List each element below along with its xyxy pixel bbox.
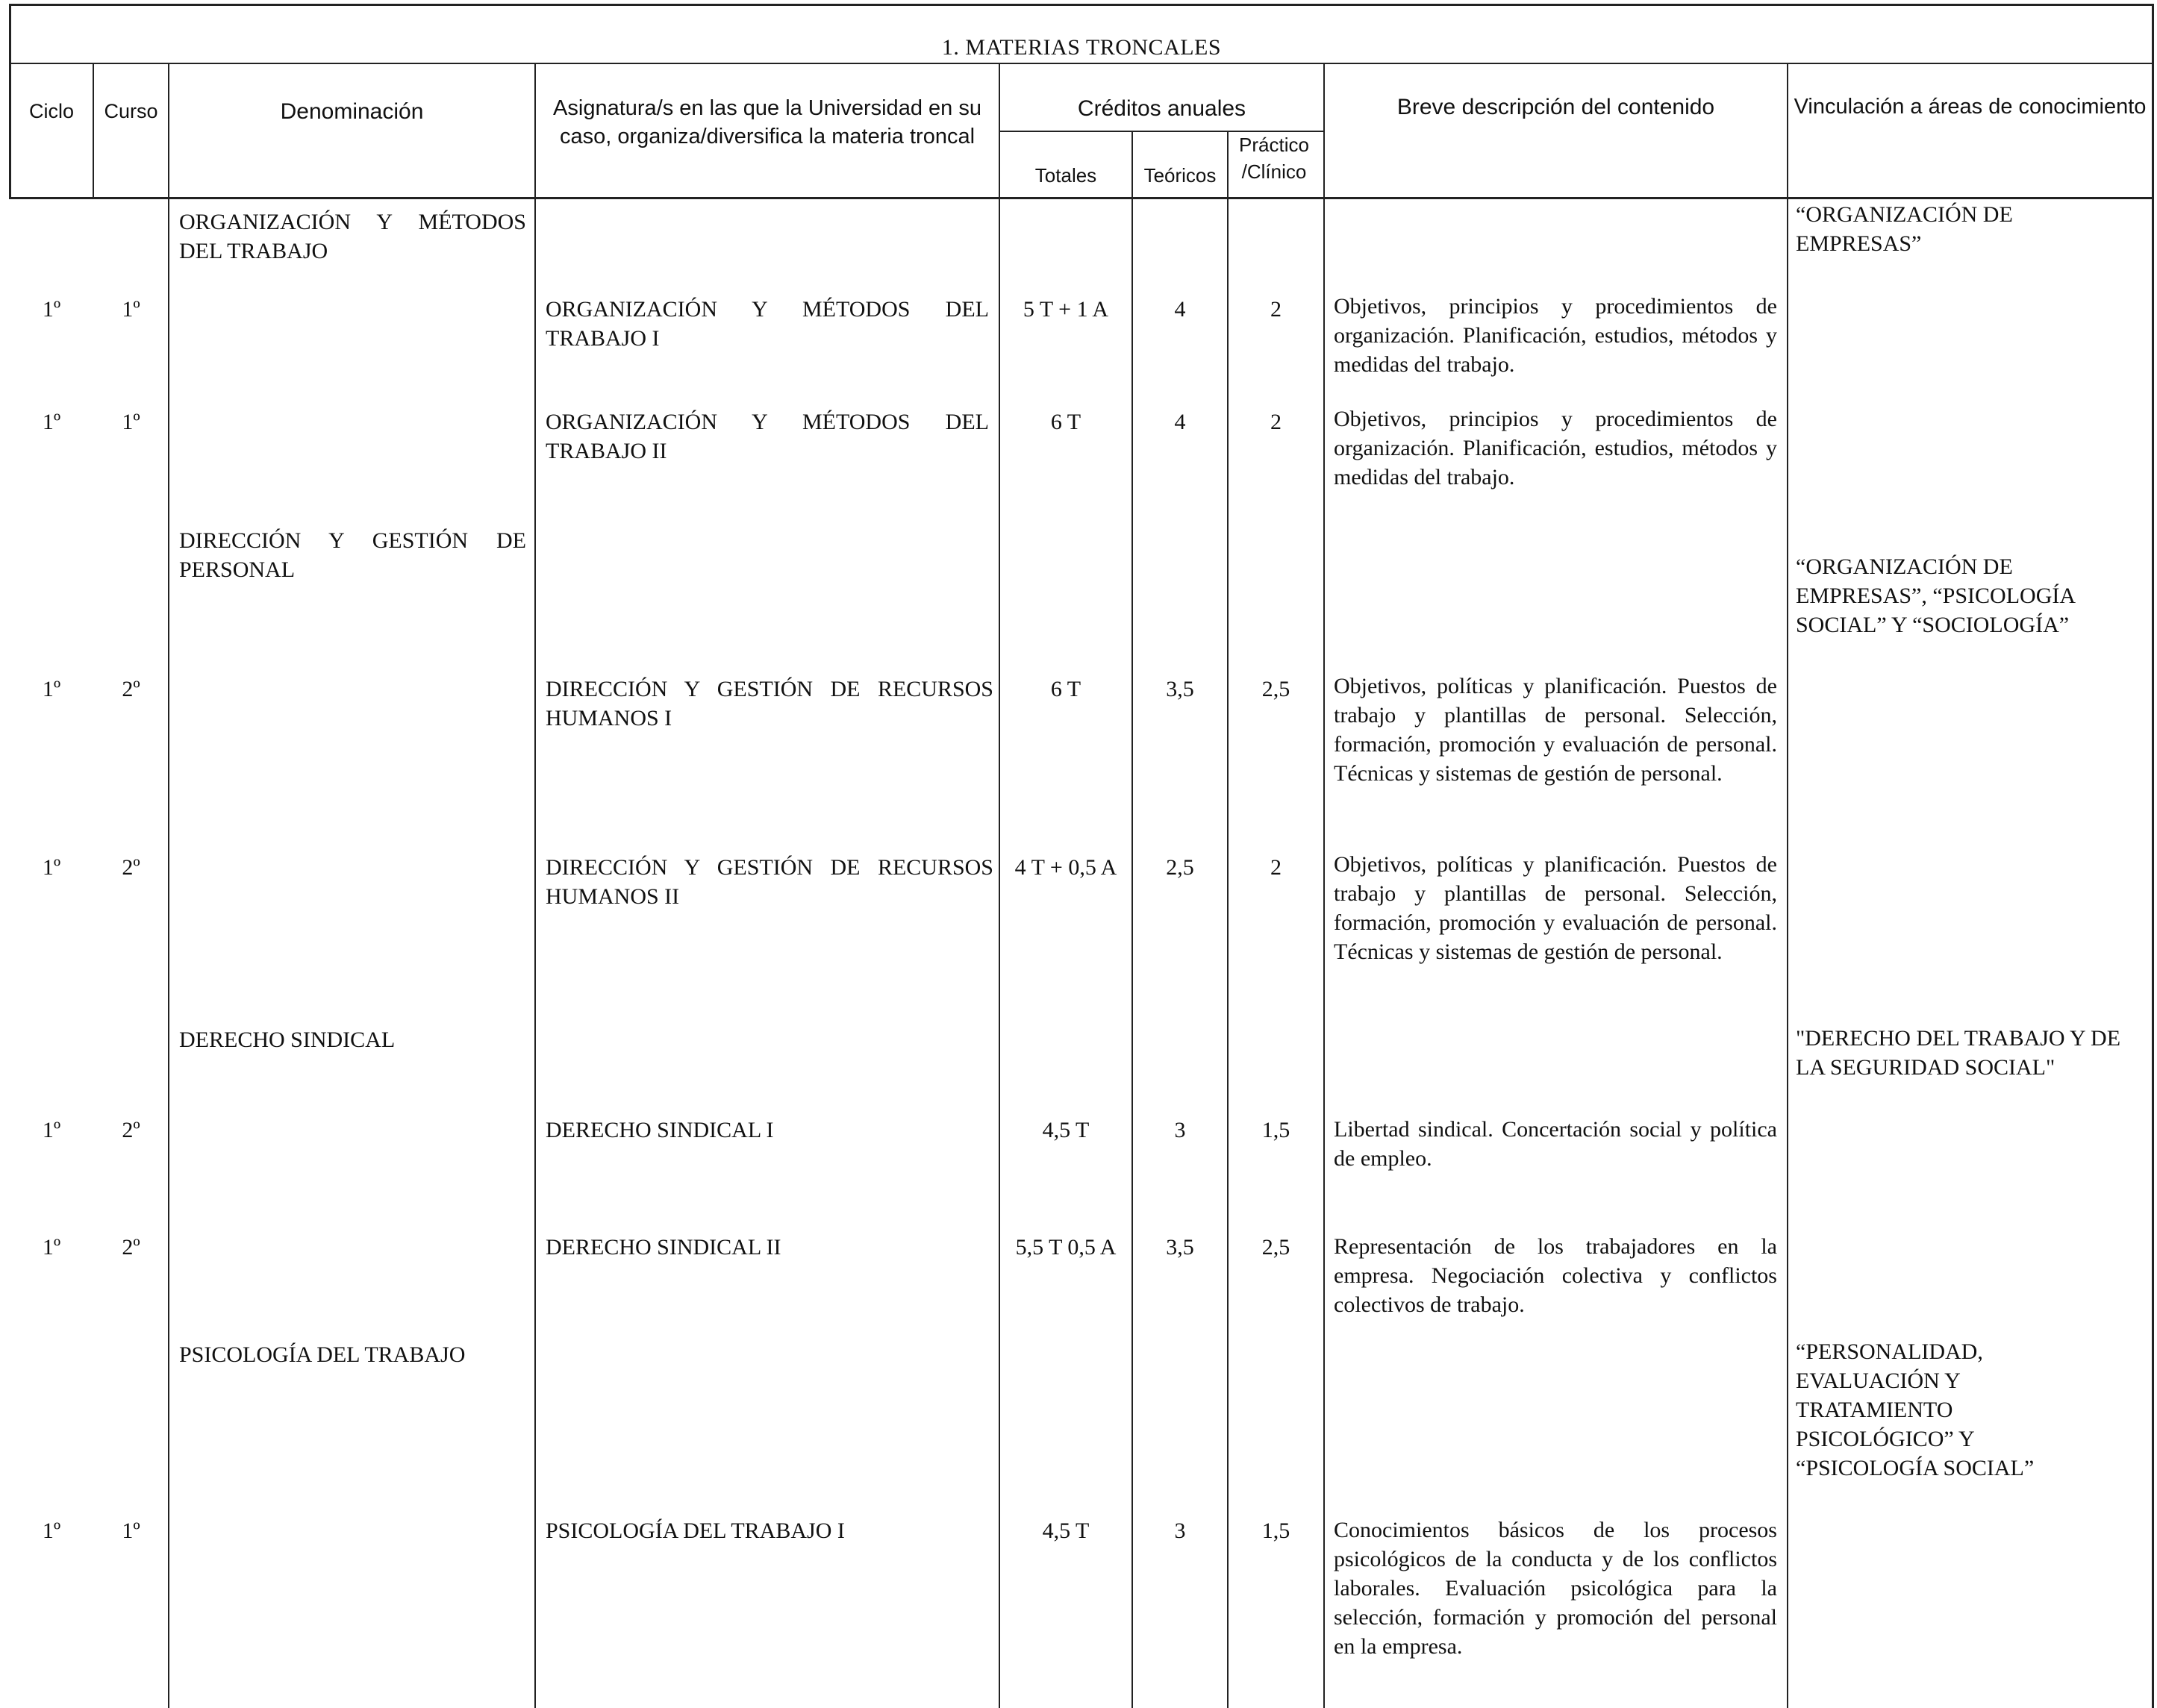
table-border-top [9,4,2154,6]
col-divider-denominacion [534,63,536,1708]
header-teoricos: Teóricos [1143,164,1217,187]
table-title: 1. MATERIAS TRONCALES [941,35,1222,60]
cell-totales: 6 T [1050,410,1081,434]
cell-teoricos: 2,5 [1166,855,1194,880]
col-divider-totales [1131,131,1133,1708]
header-curso: Curso [104,100,158,122]
cell-descripcion: Libertad sindical. Concertación social y política de empleo. [1334,1117,1777,1171]
materia-vinculacion: "DERECHO DEL TRABAJO Y DE LA SEGURIDAD SOCIAL" [1796,1026,2121,1080]
cell-totales: 5 T + 1 A [1023,297,1109,322]
cell-asignatura: DIRECCIÓN Y GESTIÓN DE RECURSOS HUMANOS II [546,855,993,909]
cell-totales: 4,5 T [1042,1518,1090,1543]
cell-curso: 1º [122,297,140,322]
cell-ciclo: 1º [42,677,61,701]
materia-vinculacion: “ORGANIZACIÓN DE EMPRESAS”, “PSICOLOGÍA SOCIAL” Y “SOCIOLOGÍA” [1796,554,2075,637]
materia-denominacion: ORGANIZACIÓN Y MÉTODOS DEL TRABAJO [179,210,526,263]
title-divider [9,63,2154,64]
cell-curso: 1º [122,410,140,434]
cell-teoricos: 3,5 [1166,1235,1194,1260]
cell-descripcion: Objetivos, principios y procedimientos de organización. Planificación, estudios, métodos y medidas del trabajo. [1334,294,1777,377]
cell-ciclo: 1º [42,1235,61,1260]
materia-denominacion: DIRECCIÓN Y GESTIÓN DE PERSONAL [179,528,526,582]
header-descripcion: Breve descripción del contenido [1396,95,1715,119]
cell-practicos: 1,5 [1261,1518,1290,1543]
cell-teoricos: 3 [1174,1118,1186,1142]
col-divider-descripcion [1787,63,1788,1708]
cell-asignatura: ORGANIZACIÓN Y MÉTODOS DEL TRABAJO I [546,297,989,351]
header-bottom-border [9,197,2154,199]
cell-descripcion: Objetivos, políticas y planificación. Puestos de trabajo y plantillas de personal. Selección, formación, promoción y evaluación de personal. Técnicas y sistemas de gestión de personal. [1334,674,1777,786]
cell-totales: 4 T + 0,5 A [1014,855,1117,880]
cell-asignatura: DERECHO SINDICAL II [546,1235,781,1260]
header-asignatura: Asignatura/s en las que la Universidad en su caso, organiza/diversifica la materia troncal [553,96,981,148]
cell-descripcion: Representación de los trabajadores en la empresa. Negociación colectiva y conflictos colectivos de trabajo. [1334,1234,1777,1317]
header-ciclo: Ciclo [28,100,74,122]
cell-descripcion: Objetivos, políticas y planificación. Puestos de trabajo y plantillas de personal. Selección, formación, promoción y evaluación de personal. Técnicas y sistemas de gestión de personal. [1334,852,1777,964]
header-vinculacion: Vinculación a áreas de conocimiento [1794,95,2147,119]
cell-teoricos: 4 [1174,297,1186,322]
materia-denominacion: PSICOLOGÍA DEL TRABAJO [179,1342,466,1367]
table-border-right [2152,4,2154,1708]
cell-descripcion: Conocimientos básicos de los procesos psicológicos de la conducta y de los conflictos laborales. Evaluación psicológica para la selección, formación y promoción del personal en la empresa. [1334,1518,1777,1659]
cell-teoricos: 3,5 [1166,677,1194,701]
col-divider-curso [168,63,169,1708]
cell-totales: 6 T [1050,677,1081,701]
cell-ciclo: 1º [42,410,61,434]
col-divider-creditos [1323,63,1325,1708]
cell-totales: 4,5 T [1042,1118,1090,1142]
cell-teoricos: 4 [1174,410,1186,434]
cell-practicos: 2 [1270,297,1282,322]
header-totales: Totales [1034,164,1097,187]
materia-vinculacion: “PERSONALIDAD, EVALUACIÓN Y TRATAMIENTO PSICOLÓGICO” Y “PSICOLOGÍA SOCIAL” [1796,1339,2035,1480]
cell-practicos: 2 [1270,855,1282,880]
col-divider-ciclo [93,63,94,199]
cell-curso: 2º [122,855,140,880]
cell-curso: 1º [122,1518,140,1543]
cell-curso: 2º [122,677,140,701]
materia-denominacion: DERECHO SINDICAL [179,1027,396,1052]
cell-asignatura: ORGANIZACIÓN Y MÉTODOS DEL TRABAJO II [546,410,989,463]
cell-curso: 2º [122,1118,140,1142]
cell-curso: 2º [122,1235,140,1260]
header-denominacion: Denominación [280,99,424,124]
cell-practicos: 2,5 [1261,677,1290,701]
cell-practicos: 1,5 [1261,1118,1290,1142]
cell-ciclo: 1º [42,1518,61,1543]
cell-practicos: 2 [1270,410,1282,434]
cell-asignatura: DIRECCIÓN Y GESTIÓN DE RECURSOS HUMANOS I [546,677,993,731]
cell-ciclo: 1º [42,855,61,880]
cell-ciclo: 1º [42,1118,61,1142]
cell-ciclo: 1º [42,297,61,322]
cell-asignatura: PSICOLOGÍA DEL TRABAJO I [546,1518,845,1543]
cell-asignatura: DERECHO SINDICAL I [546,1118,774,1142]
header-creditos: Créditos anuales [1077,96,1246,121]
cell-totales: 5,5 T 0,5 A [1015,1235,1117,1260]
cell-descripcion: Objetivos, principios y procedimientos de organización. Planificación, estudios, métodos y medidas del trabajo. [1334,407,1777,489]
cell-practicos: 2,5 [1261,1235,1290,1260]
header-practico: Práctico /Clínico [1239,134,1309,183]
materia-vinculacion: “ORGANIZACIÓN DE EMPRESAS” [1796,202,2013,256]
cell-teoricos: 3 [1174,1518,1186,1543]
col-divider-teoricos [1227,131,1229,1708]
